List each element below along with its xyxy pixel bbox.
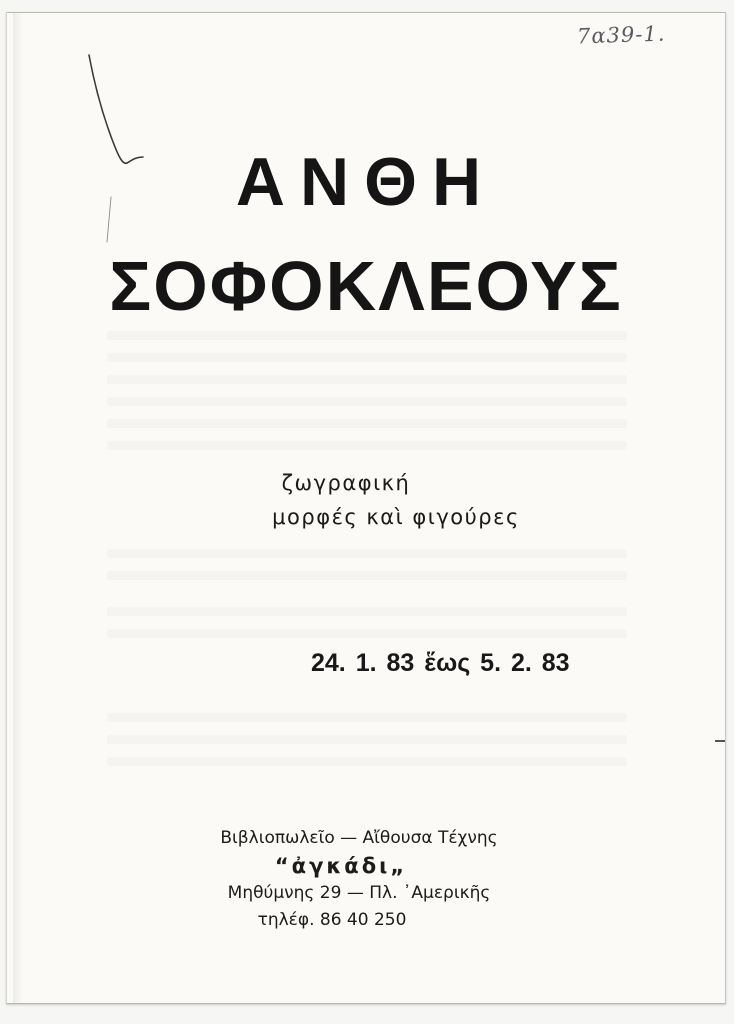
subtitle-line-painting: ζωγραφική: [281, 471, 411, 495]
subtitle-line-forms: μορφές καὶ φιγούρες: [272, 505, 520, 529]
show-through-line: [107, 735, 627, 744]
venue-type: Βιβλιοπωλεῖο — Αἴθουσα Τέχνης: [220, 828, 498, 848]
show-through-line: [107, 353, 627, 362]
show-through-line: [107, 571, 627, 580]
show-through-line: [107, 331, 627, 340]
show-through-line: [107, 441, 627, 450]
venue-address: Μηθύμνης 29 — Πλ. ᾽Αμερικῆς: [227, 883, 491, 903]
show-through-line: [107, 375, 627, 384]
show-through-line: [107, 549, 627, 558]
exhibition-subtitle: [7, 466, 725, 534]
artist-surname: ΣΟΦΟΚΛΕΟΥΣ: [109, 247, 623, 325]
venue-phone: τηλέφ. 86 40 250: [257, 910, 407, 930]
venue-name: “ἀγκάδι„: [274, 854, 408, 878]
show-through-line: [107, 397, 627, 406]
artist-first-name: ΑΝΘΗ: [235, 144, 497, 220]
venue-block: [7, 825, 725, 934]
handwritten-catalog-number: 7α39-1.: [576, 21, 666, 49]
show-through-line: [107, 629, 627, 638]
show-through-line: [107, 607, 627, 616]
exhibition-dates: 24. 1. 83 ἕως 5. 2. 83: [311, 649, 570, 677]
show-through-line: [107, 713, 627, 722]
document-page: [6, 12, 726, 1004]
edge-mark: [715, 740, 725, 742]
show-through-line: [107, 757, 627, 766]
show-through-line: [107, 419, 627, 428]
